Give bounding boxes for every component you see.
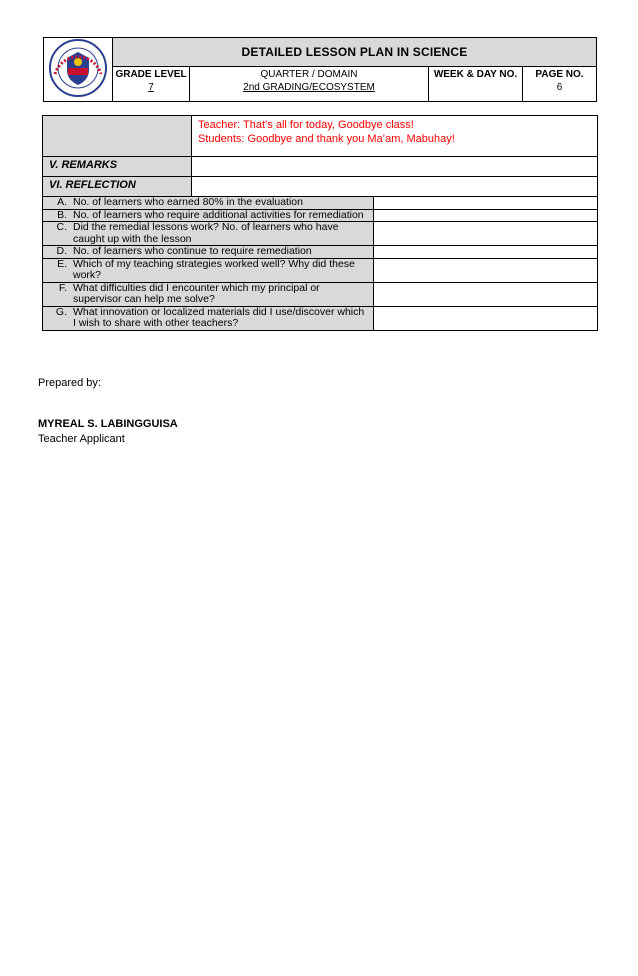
item-text: What innovation or localized materials did I use/discover which I wish to share with other teachers?: [73, 305, 365, 329]
item-letter: G.: [55, 305, 67, 318]
item-answer: [374, 222, 598, 246]
item-text: Which of my teaching strategies worked well? Why did these work?: [73, 257, 355, 281]
grade-level-value: 7: [148, 82, 154, 93]
grade-level-cell: [113, 67, 190, 102]
item-text: Did the remedial lessons work? No. of learners who have caught up with the lesson: [73, 221, 339, 245]
reflection-item-e: [43, 258, 597, 282]
page-no-label: PAGE NO.: [535, 69, 584, 80]
teacher-closing-line: Teacher: That’s all for today, Goodbye class!: [198, 119, 414, 131]
quarter-domain-label: QUARTER / DOMAIN: [260, 69, 358, 80]
page-no-value: 6: [556, 82, 563, 93]
preparer-role: Teacher Applicant: [38, 433, 125, 445]
lesson-plan-table: [42, 115, 598, 331]
item-answer: [374, 306, 598, 330]
reflection-item-a: [43, 197, 597, 209]
remarks-value: [192, 157, 598, 177]
grade-level-label: GRADE LEVEL: [115, 69, 187, 80]
week-day-label: WEEK & DAY NO.: [433, 69, 518, 80]
item-text: No. of learners who continue to require remediation: [73, 245, 312, 257]
item-text: No. of learners who require additional activities for remediation: [73, 208, 364, 221]
item-text: What difficulties did I encounter which my principal or supervisor can help me solve?: [73, 281, 320, 305]
document-title: DETAILED LESSON PLAN IN SCIENCE: [113, 38, 597, 67]
reflection-items: [43, 197, 597, 330]
item-answer: [374, 197, 598, 209]
deped-seal-icon: [47, 38, 109, 98]
week-day-cell: [429, 67, 523, 102]
item-letter: D.: [56, 245, 67, 257]
quarter-domain-cell: [190, 67, 429, 102]
item-letter: E.: [57, 257, 67, 270]
reflection-item-c: [43, 222, 597, 246]
reflection-label: VI. REFLECTION: [43, 177, 192, 197]
reflection-value: [192, 177, 598, 197]
reflection-item-b: [43, 209, 597, 222]
item-answer: [374, 209, 598, 222]
remarks-label: V. REMARKS: [43, 157, 192, 177]
item-letter: F.: [58, 281, 67, 294]
item-letter: C.: [56, 221, 67, 233]
reflection-item-f: [43, 282, 597, 306]
reflection-items-cell: [43, 197, 598, 331]
item-text: No. of learners who earned 80% in the evaluation: [73, 196, 303, 208]
closing-label-cell: [43, 116, 192, 157]
quarter-domain-value: 2nd GRADING/ECOSYSTEM: [243, 82, 375, 93]
item-answer: [374, 246, 598, 259]
preparer-name: MYREAL S. LABINGGUISA: [38, 418, 178, 430]
students-closing-line: Students: Goodbye and thank you Ma’am, Mabuhay!: [198, 133, 455, 145]
closing-dialogue: [192, 116, 598, 157]
reflection-item-g: [43, 306, 597, 330]
prepared-by-label: Prepared by:: [38, 377, 101, 389]
lesson-plan-header: [43, 37, 597, 102]
item-answer: [374, 258, 598, 282]
item-answer: [374, 282, 598, 306]
item-letter: B.: [57, 208, 67, 221]
item-letter: A.: [57, 196, 67, 208]
page-no-cell: [523, 67, 597, 102]
reflection-item-d: [43, 246, 597, 259]
deped-seal: [44, 38, 113, 102]
